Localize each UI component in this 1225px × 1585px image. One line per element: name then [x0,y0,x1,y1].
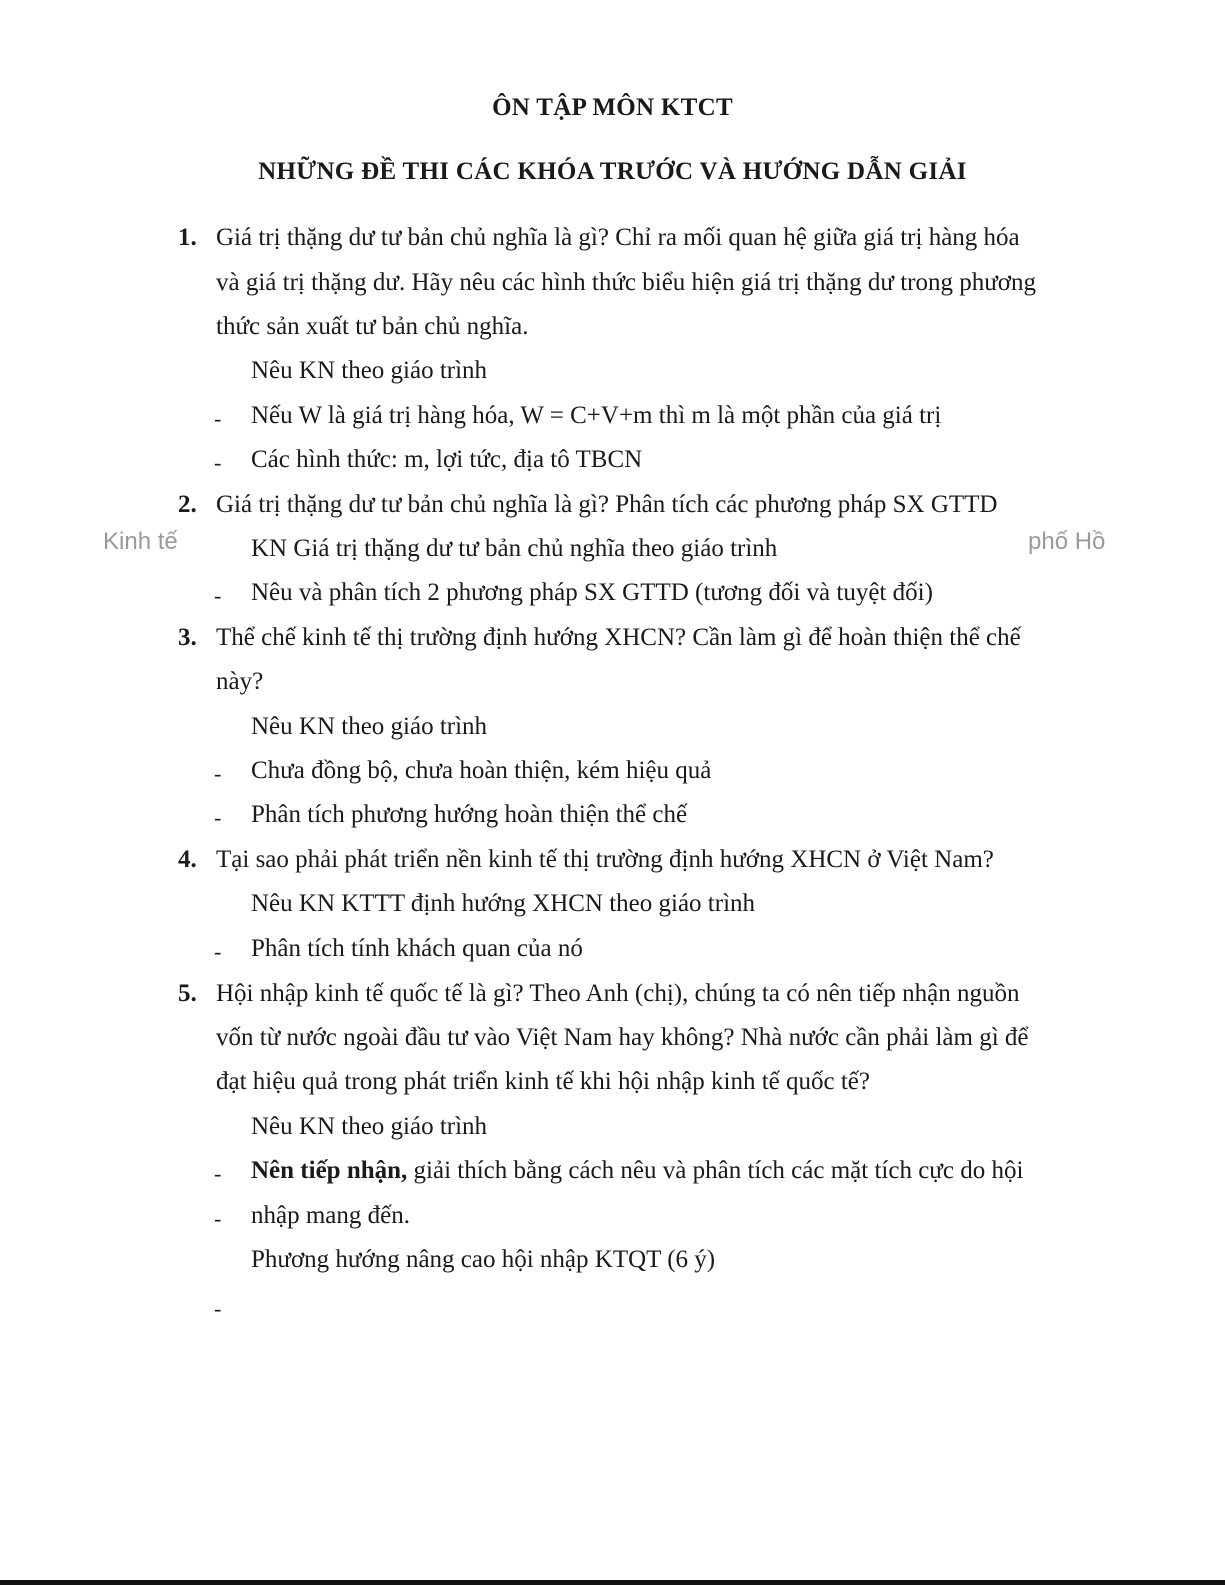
question-text: thức sản xuất tư bản chủ nghĩa. [216,313,529,340]
question-text: và giá trị thặng dư. Hãy nêu các hình thức biểu hiện giá trị thặng dư trong phương [216,269,1036,296]
question-number: 1. [178,224,197,251]
document-title: ÔN TẬP MÔN KTCT [492,94,733,121]
answer-text: Chưa đồng bộ, chưa hoàn thiện, kém hiệu quả [251,757,712,784]
question-text: này? [216,668,264,695]
question-text: Hội nhập kinh tế quốc tế là gì? Theo Anh (chị), chúng ta có nên tiếp nhận nguồn [216,980,1020,1007]
answer-text: Nêu KN theo giáo trình [251,357,488,384]
answer-text [251,1156,1023,1186]
answer-text: Phương hướng nâng cao hội nhập KTQT (6 ý) [251,1246,716,1273]
question-number: 4. [178,846,197,873]
question-number: 3. [178,624,197,651]
answer-text: KN Giá trị thặng dư tư bản chủ nghĩa theo giáo trình [251,535,778,562]
answer-text: Các hình thức: m, lợi tức, địa tô TBCN [251,446,643,473]
watermark-left: Kinh tế [103,528,178,555]
answer-emphasis: Nên tiếp nhận, [251,1157,408,1184]
answer-text: nhập mang đến. [251,1202,410,1229]
question-text: Thể chế kinh tế thị trường định hướng XHCN? Cần làm gì để hoàn thiện thể chế [216,624,1021,651]
bullet-dash: - [214,805,222,830]
answer-text: Nêu KN theo giáo trình [251,1113,488,1140]
question-text: đạt hiệu quả trong phát triển kinh tế khi hội nhập kinh tế quốc tế? [216,1068,871,1095]
answer-text: Nêu KN KTTT định hướng XHCN theo giáo trình [251,890,756,917]
question-text: Giá trị thặng dư tư bản chủ nghĩa là gì? Phân tích các phương pháp SX GTTD [216,491,998,518]
answer-continuation: giải thích bằng cách nêu và phân tích các mặt tích cực do hội [407,1157,1024,1184]
bullet-dash: - [214,1161,222,1186]
bullet-dash: - [214,761,222,786]
question-text: Giá trị thặng dư tư bản chủ nghĩa là gì? Chỉ ra mối quan hệ giữa giá trị hàng hóa [216,224,1020,251]
question-number: 5. [178,980,197,1007]
bullet-dash: - [214,583,222,608]
bullet-dash: - [214,406,222,431]
answer-text: Nếu W là giá trị hàng hóa, W = C+V+m thì m là một phần của giá trị [251,402,942,429]
answer-text: Phân tích tính khách quan của nó [251,935,583,962]
bullet-dash: - [214,939,222,964]
question-number: 2. [178,491,197,518]
watermark-right: phố Hồ [1028,528,1106,555]
question-text: Tại sao phải phát triển nền kinh tế thị trường định hướng XHCN ở Việt Nam? [216,846,994,873]
answer-text: Phân tích phương hướng hoàn thiện thể chế [251,801,688,828]
answer-text: Nêu và phân tích 2 phương pháp SX GTTD (tương đối và tuyệt đối) [251,579,933,606]
document-subtitle: NHỮNG ĐỀ THI CÁC KHÓA TRƯỚC VÀ HƯỚNG DẪN GIẢI [258,158,967,185]
answer-text: Nêu KN theo giáo trình [251,713,488,740]
question-text: vốn từ nước ngoài đầu tư vào Việt Nam hay không? Nhà nước cần phải làm gì để [216,1024,1029,1051]
bullet-dash: - [214,450,222,475]
page-bottom-border [0,1580,1225,1585]
bullet-dash: - [214,1296,222,1321]
bullet-dash: - [214,1206,222,1231]
